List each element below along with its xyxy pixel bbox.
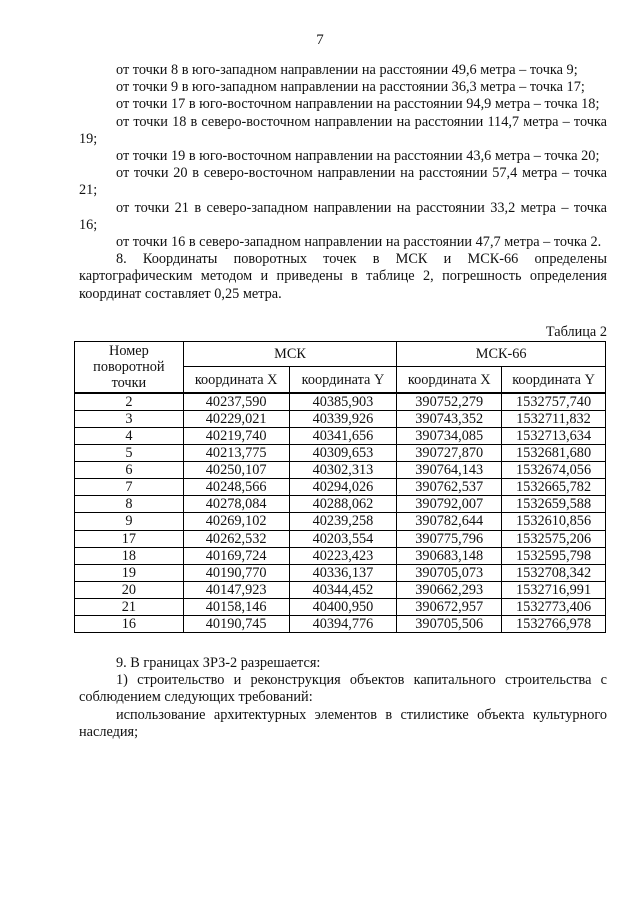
paragraph-architecture: использование архитектурных элементов в стилистике объекта культурного наследия;: [79, 706, 607, 740]
msk-x-cell: 40219,740: [183, 427, 289, 444]
msk66-x-cell: 390672,957: [397, 598, 502, 615]
msk66-y-cell: 1532665,782: [502, 479, 606, 496]
msk66-y-cell: 1532610,856: [502, 513, 606, 530]
msk66-x-cell: 390782,644: [397, 513, 502, 530]
table-row: [75, 598, 606, 615]
coordinates-table: [74, 341, 606, 633]
table-row: [75, 581, 606, 598]
point-number-cell: 8: [75, 496, 184, 513]
msk66-y-cell: 1532708,342: [502, 564, 606, 581]
msk-y-cell: 40223,423: [289, 547, 397, 564]
msk-y-cell: 40344,452: [289, 581, 397, 598]
header-msk-y: координата Y: [289, 367, 397, 393]
msk-y-cell: 40400,950: [289, 598, 397, 615]
msk66-y-cell: 1532757,740: [502, 393, 606, 411]
table-row: [75, 547, 606, 564]
point-number-cell: 20: [75, 581, 184, 598]
paragraph-coordinates-note: 8. Координаты поворотных точек в МСК и МСК-66 определены картографическим методом и приведены в таблице 2, погрешность определения координат составляет 0,25 метра.: [79, 251, 607, 302]
msk66-x-cell: 390792,007: [397, 496, 502, 513]
point-number-cell: 19: [75, 564, 184, 581]
msk-x-cell: 40250,107: [183, 462, 289, 479]
table-row: [75, 513, 606, 530]
boundary-line: от точки 21 в северо-западном направлении на расстоянии 33,2 метра – точка 16;: [79, 199, 607, 233]
msk66-x-cell: 390705,506: [397, 615, 502, 632]
msk-x-cell: 40229,021: [183, 410, 289, 427]
msk66-x-cell: 390743,352: [397, 410, 502, 427]
msk66-x-cell: 390683,148: [397, 547, 502, 564]
msk66-x-cell: 390752,279: [397, 393, 502, 411]
table-row: [75, 445, 606, 462]
msk66-x-cell: 390734,085: [397, 427, 502, 444]
boundary-description: [79, 62, 607, 251]
msk66-y-cell: 1532766,978: [502, 615, 606, 632]
msk-x-cell: 40147,923: [183, 581, 289, 598]
msk66-y-cell: 1532681,680: [502, 445, 606, 462]
msk-x-cell: 40237,590: [183, 393, 289, 411]
paragraph-construction: 1) строительство и реконструкция объектов капитального строительства с соблюдением следующих требований:: [79, 672, 607, 706]
msk-y-cell: 40239,258: [289, 513, 397, 530]
table-caption: Таблица 2: [545, 323, 607, 340]
boundary-line: от точки 19 в юго-восточном направлении на расстоянии 43,6 метра – точка 20;: [116, 148, 600, 165]
point-number-cell: 7: [75, 479, 184, 496]
msk66-y-cell: 1532595,798: [502, 547, 606, 564]
table-row: [75, 393, 606, 411]
table-row: [75, 462, 606, 479]
point-number-cell: 21: [75, 598, 184, 615]
msk-y-cell: 40341,656: [289, 427, 397, 444]
point-number-cell: 3: [75, 410, 184, 427]
msk-x-cell: 40190,745: [183, 615, 289, 632]
table-row: [75, 615, 606, 632]
header-msk-x: координата X: [183, 367, 289, 393]
document-body: [79, 62, 607, 741]
boundary-line: от точки 16 в северо-западном направлении на расстоянии 47,7 метра – точка 2.: [116, 234, 602, 251]
boundary-line: от точки 18 в северо-восточном направлении на расстоянии 114,7 метра – точка 19;: [79, 113, 607, 147]
table-row: [75, 410, 606, 427]
msk-y-cell: 40394,776: [289, 615, 397, 632]
header-msk66: МСК-66: [397, 341, 606, 366]
msk-x-cell: 40278,084: [183, 496, 289, 513]
msk66-y-cell: 1532711,832: [502, 410, 606, 427]
msk66-x-cell: 390727,870: [397, 445, 502, 462]
msk66-y-cell: 1532674,056: [502, 462, 606, 479]
msk-y-cell: 40203,554: [289, 530, 397, 547]
msk-y-cell: 40288,062: [289, 496, 397, 513]
msk66-y-cell: 1532773,406: [502, 598, 606, 615]
msk-y-cell: 40302,313: [289, 462, 397, 479]
table-row: [75, 564, 606, 581]
point-number-cell: 16: [75, 615, 184, 632]
msk-x-cell: 40213,775: [183, 445, 289, 462]
msk66-y-cell: 1532716,991: [502, 581, 606, 598]
header-point-number: Номер поворотной точки: [75, 341, 184, 393]
msk66-x-cell: 390764,143: [397, 462, 502, 479]
msk-x-cell: 40169,724: [183, 547, 289, 564]
boundary-line: от точки 9 в юго-западном направлении на расстоянии 36,3 метра – точка 17;: [116, 79, 585, 96]
msk66-x-cell: 390775,796: [397, 530, 502, 547]
table-row: [75, 479, 606, 496]
msk66-y-cell: 1532575,206: [502, 530, 606, 547]
msk-x-cell: 40158,146: [183, 598, 289, 615]
coordinates-table-body: [75, 393, 606, 633]
msk66-y-cell: 1532659,588: [502, 496, 606, 513]
table-row: [75, 496, 606, 513]
point-number-cell: 9: [75, 513, 184, 530]
header-msk66-y: координата Y: [502, 367, 606, 393]
msk66-x-cell: 390662,293: [397, 581, 502, 598]
boundary-line: от точки 20 в северо-восточном направлении на расстоянии 57,4 метра – точка 21;: [79, 165, 607, 199]
header-msk66-x: координата X: [397, 367, 502, 393]
header-msk: МСК: [183, 341, 397, 366]
page-number: 7: [316, 32, 324, 48]
msk-x-cell: 40262,532: [183, 530, 289, 547]
boundary-line: от точки 17 в юго-восточном направлении на расстоянии 94,9 метра – точка 18;: [116, 96, 600, 113]
paragraph-zrz2: 9. В границах ЗРЗ-2 разрешается:: [116, 655, 321, 672]
msk66-x-cell: 390762,537: [397, 479, 502, 496]
point-number-cell: 18: [75, 547, 184, 564]
msk-x-cell: 40248,566: [183, 479, 289, 496]
msk-x-cell: 40269,102: [183, 513, 289, 530]
boundary-line: от точки 8 в юго-западном направлении на расстоянии 49,6 метра – точка 9;: [116, 62, 578, 78]
msk-x-cell: 40190,770: [183, 564, 289, 581]
point-number-cell: 5: [75, 445, 184, 462]
msk66-x-cell: 390705,073: [397, 564, 502, 581]
msk-y-cell: 40336,137: [289, 564, 397, 581]
point-number-cell: 17: [75, 530, 184, 547]
msk-y-cell: 40309,653: [289, 445, 397, 462]
point-number-cell: 2: [75, 393, 184, 411]
msk-y-cell: 40385,903: [289, 393, 397, 411]
msk-y-cell: 40339,926: [289, 410, 397, 427]
msk66-y-cell: 1532713,634: [502, 427, 606, 444]
table-row: [75, 427, 606, 444]
table-row: [75, 530, 606, 547]
point-number-cell: 4: [75, 427, 184, 444]
point-number-cell: 6: [75, 462, 184, 479]
msk-y-cell: 40294,026: [289, 479, 397, 496]
